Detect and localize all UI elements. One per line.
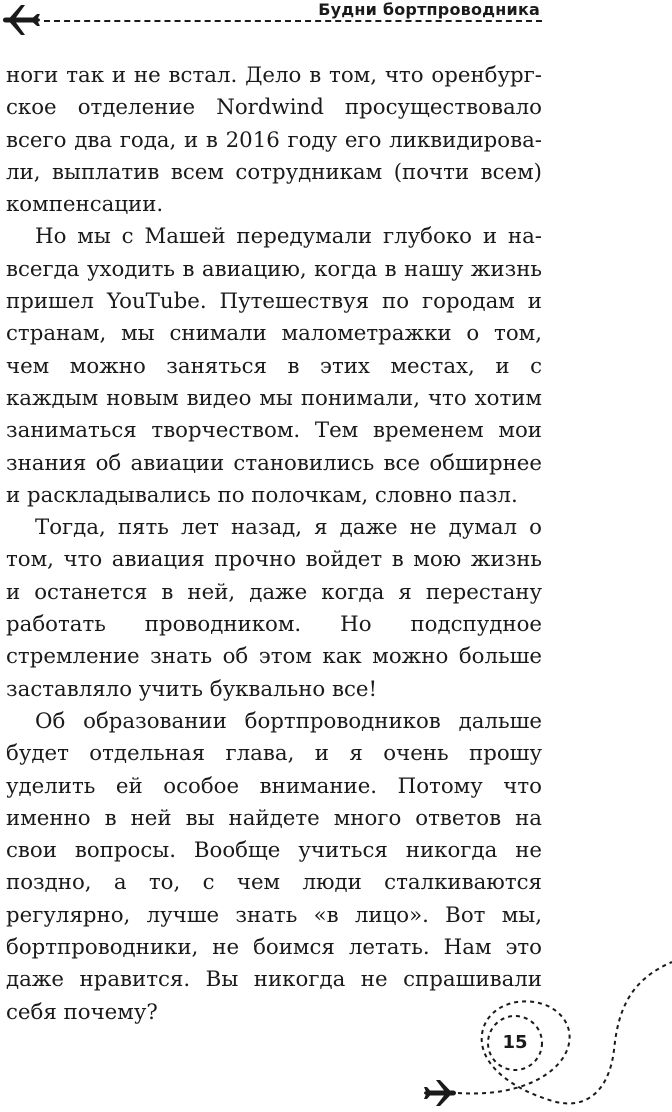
page-number: 15 — [502, 1032, 528, 1053]
paragraph-4: Об образовании бортпроводников дальше будет отдельная глава, и я очень прошу уделить ей особое внимание. Потому что именно в ней вы найдете много ответов на свои вопросы. Вообще учиться никогда не поздно, а то, с чем люди сталкиваются регулярно, лучше знать «в лицо». Вот мы, бортпроводники, не боимся летать. Нам это даже нравится. Вы никогда не спрашивали себя почему? — [6, 708, 542, 1025]
running-head: Будни бортпроводника — [318, 0, 540, 19]
paragraph-1: ноги так и не встал. Дело в том, что оренбургское отделение Nordwind просуществовало всего два года, и в 2016 году его ликвидировали, выплатив всем сотрудникам (почти всем) компенсации. — [6, 63, 542, 218]
footer-airplane-icon — [424, 1080, 456, 1106]
paragraph-2: Но мы с Машей передумали глубоко и навсегда уходить в авиацию, когда в нашу жизнь пришел YouTube. Путешествуя по городам и странам, мы снимали малометражки о том, чем можно заняться в этих местах, и с каждым новым видео мы понимали, что хотим заниматься творчеством. Тем временем мои знания об авиации становились все обширнее и раскладывались по полочкам, словно пазл. — [6, 224, 542, 508]
paragraph-3: Тогда, пять лет назад, я даже не думал о том, что авиация прочно войдет в мою жизнь и останется в ней, даже когда я перестану работать проводником. Но подспудное стремление знать об этом как можно больше заставляло учить буквально все! — [6, 515, 542, 702]
page-number-badge — [484, 1014, 546, 1076]
